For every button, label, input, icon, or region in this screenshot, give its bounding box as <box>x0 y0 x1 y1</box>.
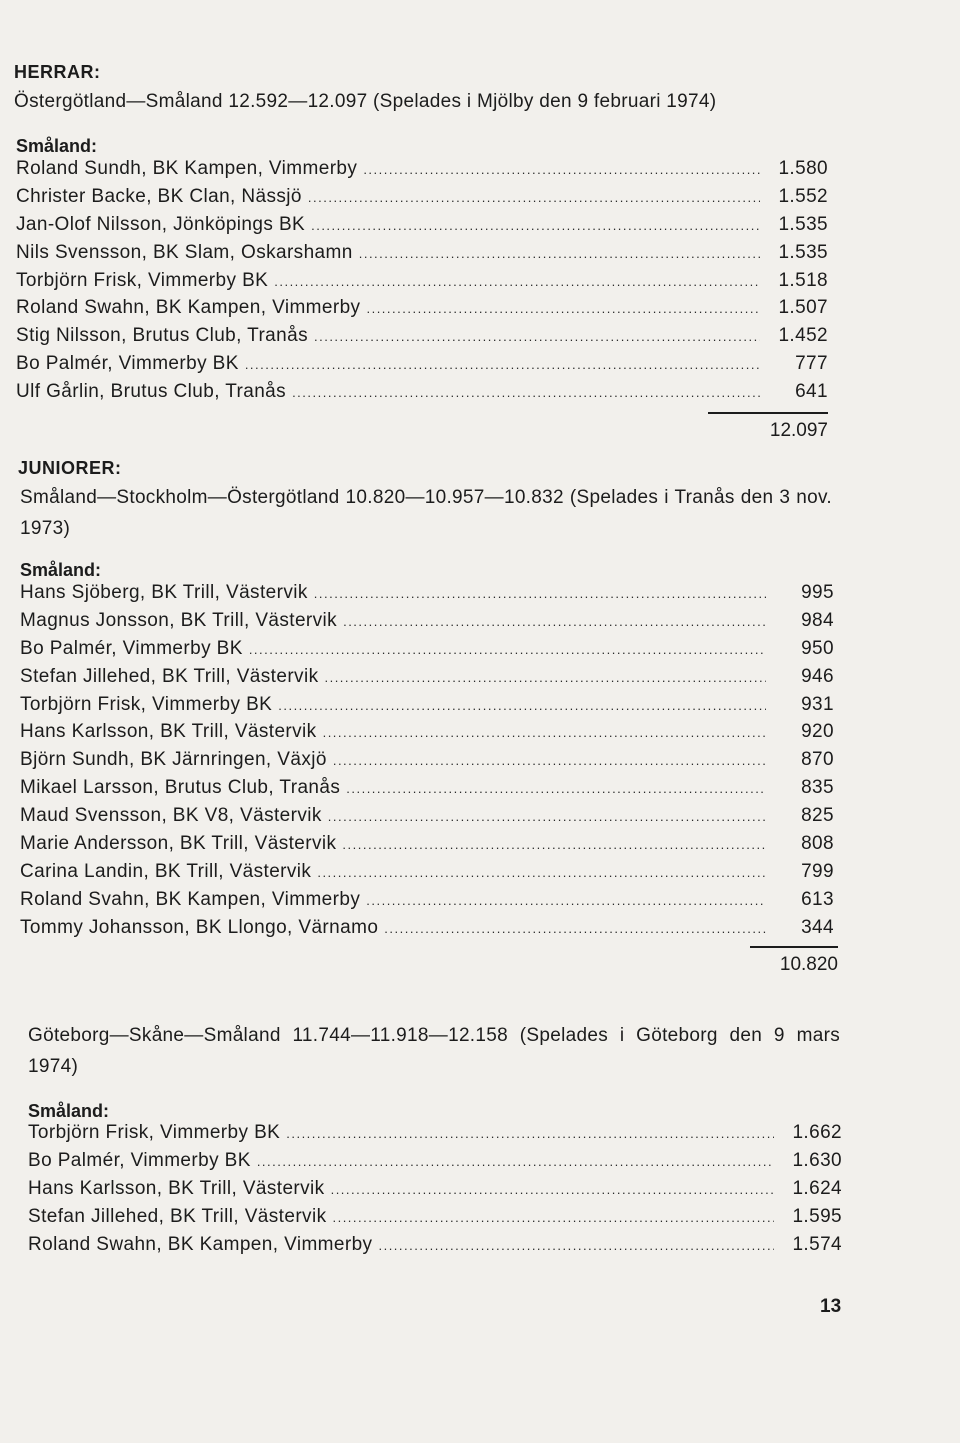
result-row <box>16 214 828 242</box>
player-score: 641 <box>795 381 828 403</box>
player-name: Roland Svahn, BK Kampen, Vimmerby <box>20 888 361 910</box>
player-name: Mikael Larsson, Brutus Club, Tranås <box>20 777 341 799</box>
player-name: Stig Nilsson, Brutus Club, Tranås <box>16 325 308 347</box>
player-name: Bo Palmér, Vimmerby BK <box>20 637 243 659</box>
result-row <box>16 186 828 214</box>
player-score: 1.574 <box>792 1233 842 1255</box>
dot-leader <box>366 301 760 316</box>
dot-leader <box>245 357 760 372</box>
dot-leader <box>314 329 760 344</box>
result-row <box>16 325 828 353</box>
player-name: Stefan Jillehed, BK Trill, Västervik <box>20 665 319 687</box>
result-row <box>16 242 828 270</box>
result-row <box>20 638 834 666</box>
result-row <box>16 381 828 409</box>
dot-leader <box>311 218 760 233</box>
player-score: 946 <box>801 665 834 687</box>
juniorer-results-list <box>20 582 834 945</box>
result-row <box>20 666 834 694</box>
player-score: 950 <box>801 637 834 659</box>
player-score: 931 <box>801 693 834 715</box>
player-score: 1.518 <box>778 269 828 291</box>
player-name: Bo Palmér, Vimmerby BK <box>28 1149 251 1171</box>
dot-leader <box>257 1154 774 1169</box>
herrar-total: 12.097 <box>708 412 828 442</box>
result-row <box>20 749 834 777</box>
player-score: 1.535 <box>778 241 828 263</box>
goteborg-results-list <box>28 1122 842 1261</box>
result-row <box>20 861 834 889</box>
player-name: Hans Karlsson, BK Trill, Västervik <box>28 1177 325 1199</box>
dot-leader <box>278 698 766 713</box>
player-score: 1.624 <box>792 1177 842 1199</box>
player-name: Jan-Olof Nilsson, Jönköpings BK <box>16 213 306 235</box>
player-score: 870 <box>801 749 834 771</box>
result-row <box>20 917 834 945</box>
player-name: Roland Swahn, BK Kampen, Vimmerby <box>16 297 361 319</box>
player-score: 344 <box>801 916 834 938</box>
player-name: Maud Svensson, BK V8, Västervik <box>20 805 322 827</box>
herrar-smaland-subheading: Småland: <box>16 136 98 156</box>
result-row <box>20 610 834 638</box>
player-score: 1.535 <box>778 213 828 235</box>
player-score: 799 <box>801 860 834 882</box>
goteborg-smaland-subheading: Småland: <box>28 1101 110 1121</box>
result-row <box>20 694 834 722</box>
dot-leader <box>366 893 766 908</box>
player-score: 920 <box>801 721 834 743</box>
dot-leader <box>363 162 760 177</box>
result-row <box>16 270 828 298</box>
juniorer-match-intro: Småland—Stockholm—Östergötland 10.820—10.957—10.832 (Spelades i Tranås den 3 nov. 1973) <box>20 487 832 539</box>
player-score: 1.595 <box>792 1205 842 1227</box>
result-row <box>28 1206 842 1234</box>
player-name: Marie Andersson, BK Trill, Västervik <box>20 833 337 855</box>
result-row <box>16 297 828 325</box>
result-row <box>20 833 834 861</box>
player-name: Torbjörn Frisk, Vimmerby BK <box>16 269 269 291</box>
result-row <box>28 1178 842 1206</box>
dot-leader <box>323 725 766 740</box>
juniorer-smaland-subheading: Småland: <box>20 560 102 580</box>
dot-leader <box>359 246 760 261</box>
result-row <box>20 805 834 833</box>
juniorer-heading: JUNIORER: <box>18 458 122 478</box>
dot-leader <box>324 670 766 685</box>
result-row <box>20 889 834 917</box>
player-score: 613 <box>801 888 834 910</box>
juniorer-total: 10.820 <box>750 946 838 976</box>
player-score: 1.507 <box>778 297 828 319</box>
dot-leader <box>343 614 766 629</box>
dot-leader <box>378 1238 774 1253</box>
player-score: 1.452 <box>778 325 828 347</box>
result-row <box>28 1234 842 1262</box>
dot-leader <box>333 753 766 768</box>
player-name: Carina Landin, BK Trill, Västervik <box>20 860 312 882</box>
player-name: Christer Backe, BK Clan, Nässjö <box>16 185 302 207</box>
player-name: Hans Karlsson, BK Trill, Västervik <box>20 721 317 743</box>
player-name: Ulf Gårlin, Brutus Club, Tranås <box>16 381 287 403</box>
dot-leader <box>274 274 760 289</box>
dot-leader <box>314 586 766 601</box>
player-name: Roland Sundh, BK Kampen, Vimmerby <box>16 158 358 179</box>
dot-leader <box>328 809 766 824</box>
herrar-results-list <box>16 158 828 409</box>
result-row <box>20 777 834 805</box>
player-name: Torbjörn Frisk, Vimmerby BK <box>20 693 273 715</box>
herrar-match-intro: Östergötland—Småland 12.592—12.097 (Spelades i Mjölby den 9 februari 1974) <box>14 91 717 112</box>
player-name: Torbjörn Frisk, Vimmerby BK <box>28 1122 281 1143</box>
result-row <box>28 1150 842 1178</box>
herrar-heading: HERRAR: <box>14 62 101 82</box>
dot-leader <box>292 385 760 400</box>
player-score: 1.630 <box>792 1149 842 1171</box>
player-score: 808 <box>801 833 834 855</box>
dot-leader <box>384 921 766 936</box>
dot-leader <box>308 190 760 205</box>
player-score: 1.552 <box>778 185 828 207</box>
player-score: 825 <box>801 805 834 827</box>
dot-leader <box>286 1126 774 1141</box>
player-name: Stefan Jillehed, BK Trill, Västervik <box>28 1205 327 1227</box>
dot-leader <box>331 1182 774 1197</box>
player-score: 995 <box>801 582 834 603</box>
player-score: 835 <box>801 777 834 799</box>
player-score: 984 <box>801 609 834 631</box>
page-number: 13 <box>820 1296 842 1317</box>
dot-leader <box>332 1210 774 1225</box>
result-row <box>20 582 834 610</box>
result-row <box>28 1122 842 1150</box>
dot-leader <box>249 642 766 657</box>
result-row <box>20 721 834 749</box>
dot-leader <box>317 865 766 880</box>
player-name: Hans Sjöberg, BK Trill, Västervik <box>20 582 308 603</box>
player-score: 1.662 <box>792 1122 842 1143</box>
goteborg-match-intro: Göteborg—Skåne—Småland 11.744—11.918—12.158 (Spelades i Göteborg den 9 mars 1974) <box>28 1025 840 1077</box>
result-row <box>16 158 828 186</box>
player-name: Bo Palmér, Vimmerby BK <box>16 353 239 375</box>
player-score: 777 <box>795 353 828 375</box>
result-row <box>16 353 828 381</box>
player-name: Nils Svensson, BK Slam, Oskarshamn <box>16 241 353 263</box>
player-name: Tommy Johansson, BK Llongo, Värnamo <box>20 916 379 938</box>
dot-leader <box>346 781 766 796</box>
player-name: Roland Swahn, BK Kampen, Vimmerby <box>28 1233 373 1255</box>
player-score: 1.580 <box>778 158 828 179</box>
player-name: Björn Sundh, BK Järnringen, Växjö <box>20 749 327 771</box>
player-name: Magnus Jonsson, BK Trill, Västervik <box>20 609 338 631</box>
dot-leader <box>342 837 766 852</box>
